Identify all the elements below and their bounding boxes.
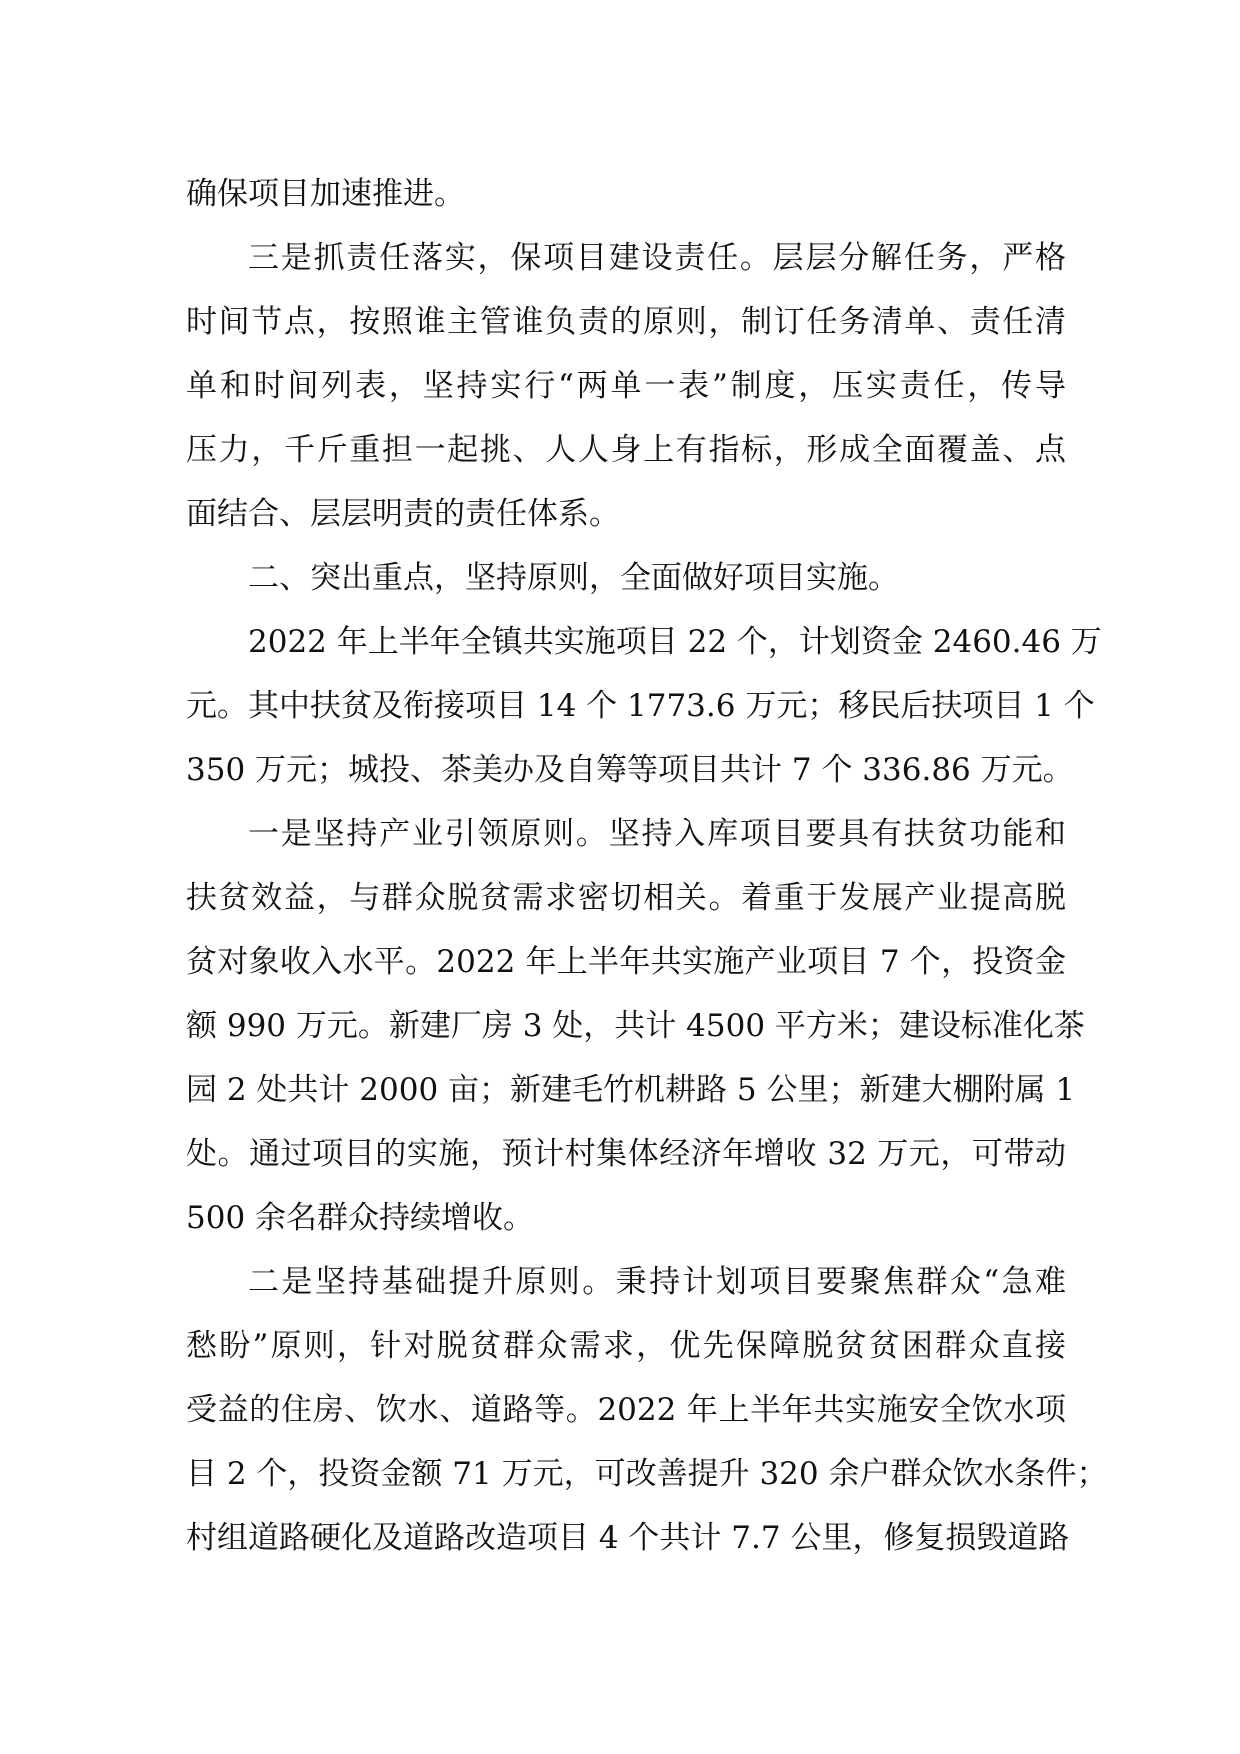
text-line: 园 2 处共计 2000 亩；新建毛竹机耕路 5 公里；新建大棚附属 1 bbox=[186, 1072, 1076, 1108]
text-line: 处。通过项目的实施，预计村集体经济年增收 32 万元，可带动 bbox=[186, 1136, 1066, 1172]
text-line: 压力，千斤重担一起挑、人人身上有指标，形成全面覆盖、点 bbox=[186, 432, 1066, 468]
text-line: 面结合、层层明责的责任体系。 bbox=[186, 496, 620, 532]
text-line: 贫对象收入水平。2022 年上半年共实施产业项目 7 个，投资金 bbox=[186, 944, 1066, 980]
text-line: 时间节点，按照谁主管谁负责的原则，制订任务清单、责任清 bbox=[186, 304, 1066, 340]
text-line: 三是抓责任落实，保项目建设责任。层层分解任务，严格 bbox=[248, 240, 1066, 276]
text-line: 村组道路硬化及道路改造项目 4 个共计 7.7 公里，修复损毁道路 bbox=[186, 1520, 1070, 1556]
text-line: 目 2 个，投资金额 71 万元，可改善提升 320 余户群众饮水条件； bbox=[186, 1456, 1108, 1492]
text-line: 单和时间列表，坚持实行“两单一表”制度，压实责任，传导 bbox=[186, 368, 1066, 404]
text-line: 元。其中扶贫及衔接项目 14 个 1773.6 万元；移民后扶项目 1 个 bbox=[186, 688, 1095, 724]
text-line: 确保项目加速推进。 bbox=[186, 176, 465, 212]
text-line: 扶贫效益，与群众脱贫需求密切相关。着重于发展产业提高脱 bbox=[186, 880, 1066, 916]
text-line: 500 余名群众持续增收。 bbox=[186, 1200, 535, 1236]
text-line: 一是坚持产业引领原则。坚持入库项目要具有扶贫功能和 bbox=[248, 816, 1066, 852]
text-line: 额 990 万元。新建厂房 3 处，共计 4500 平方米；建设标准化茶 bbox=[186, 1008, 1085, 1044]
text-line: 受益的住房、饮水、道路等。2022 年上半年共实施安全饮水项 bbox=[186, 1392, 1066, 1428]
text-line: 2022 年上半年全镇共实施项目 22 个，计划资金 2460.46 万 bbox=[248, 624, 1102, 660]
text-line: 350 万元；城投、茶美办及自筹等项目共计 7 个 336.86 万元。 bbox=[186, 752, 1074, 788]
text-line: 二是坚持基础提升原则。秉持计划项目要聚焦群众“急难 bbox=[248, 1264, 1066, 1300]
text-line: 愁盼”原则，针对脱贫群众需求，优先保障脱贫贫困群众直接 bbox=[186, 1328, 1066, 1364]
section-heading: 二、突出重点，坚持原则，全面做好项目实施。 bbox=[248, 560, 899, 596]
